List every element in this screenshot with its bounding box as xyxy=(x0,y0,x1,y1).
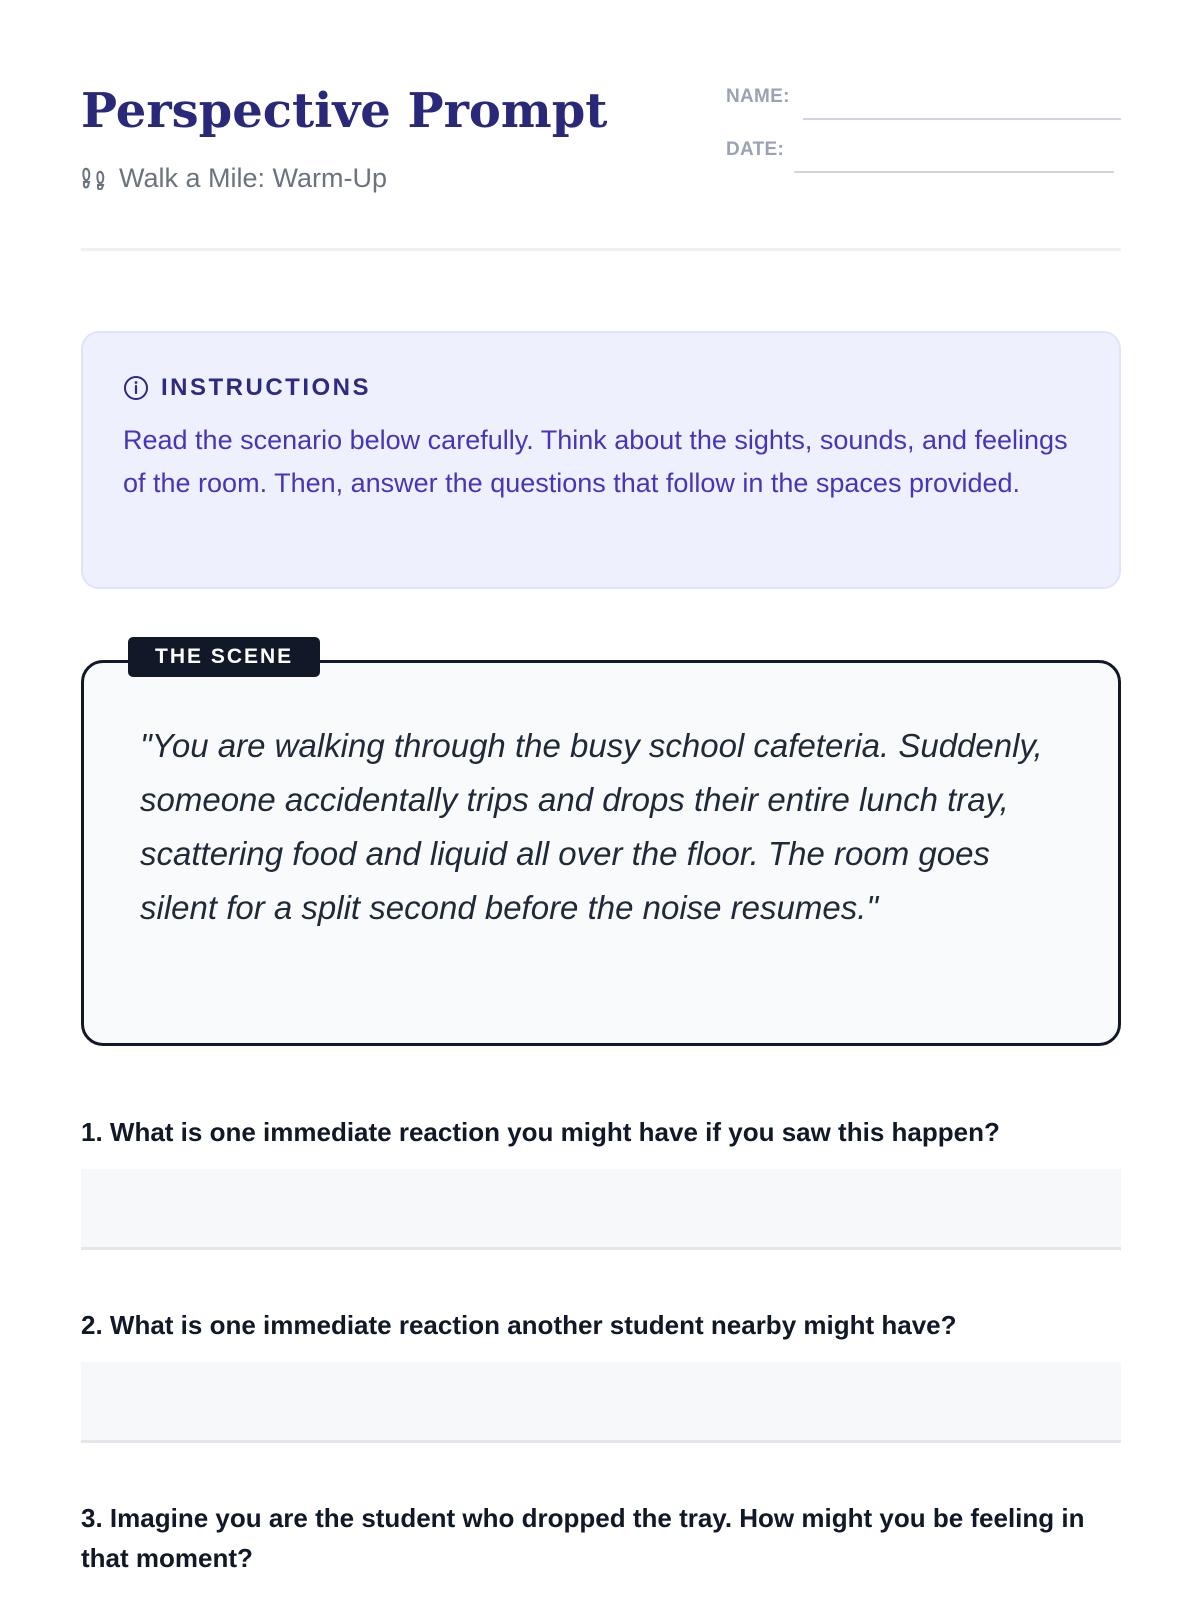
footprints-icon xyxy=(81,166,107,190)
instructions-text: Read the scenario below carefully. Think about the sights, sounds, and feelings of the room. Then, answer the questions that follow in the spaces provided. xyxy=(123,425,1068,498)
question-text: 2. What is one immediate reaction another student nearby might have? xyxy=(81,1310,957,1340)
name-date-fields xyxy=(726,82,1121,188)
scene-tag: THE SCENE xyxy=(128,637,320,677)
subtitle-text: Walk a Mile: Warm-Up xyxy=(119,162,388,193)
worksheet-header xyxy=(81,82,1121,251)
date-label: DATE: xyxy=(726,139,785,160)
question-text: 1. What is one immediate reaction you might have if you saw this happen? xyxy=(81,1117,1000,1147)
instructions-box xyxy=(81,331,1121,589)
subtitle xyxy=(81,158,387,198)
worksheet-page xyxy=(81,0,1121,1600)
name-field-row xyxy=(726,82,1121,135)
question-text: 3. Imagine you are the student who dropped the tray. How might you be feeling in that moment? xyxy=(81,1503,1085,1573)
instructions-title: INSTRUCTIONS xyxy=(161,374,371,401)
question-3 xyxy=(81,1498,1121,1578)
info-icon xyxy=(123,375,149,401)
scene-box xyxy=(81,645,1121,1046)
date-write-line[interactable] xyxy=(794,171,1114,173)
question-1 xyxy=(81,1112,1121,1152)
scene-text: "You are walking through the busy school cafeteria. Suddenly, someone accidentally trips and drops their entire lunch tray, scattering food and liquid all over the floor. The room goes silent for a split second before the noise resumes." xyxy=(140,727,1043,926)
page-title: Perspective Prompt xyxy=(81,83,608,139)
answer-field-2[interactable] xyxy=(81,1362,1121,1443)
date-field-row xyxy=(726,135,1121,188)
name-write-line[interactable] xyxy=(803,118,1121,120)
name-label: NAME: xyxy=(726,86,790,107)
answer-field-1[interactable] xyxy=(81,1169,1121,1250)
question-2 xyxy=(81,1305,1121,1345)
instructions-heading xyxy=(123,373,1079,403)
